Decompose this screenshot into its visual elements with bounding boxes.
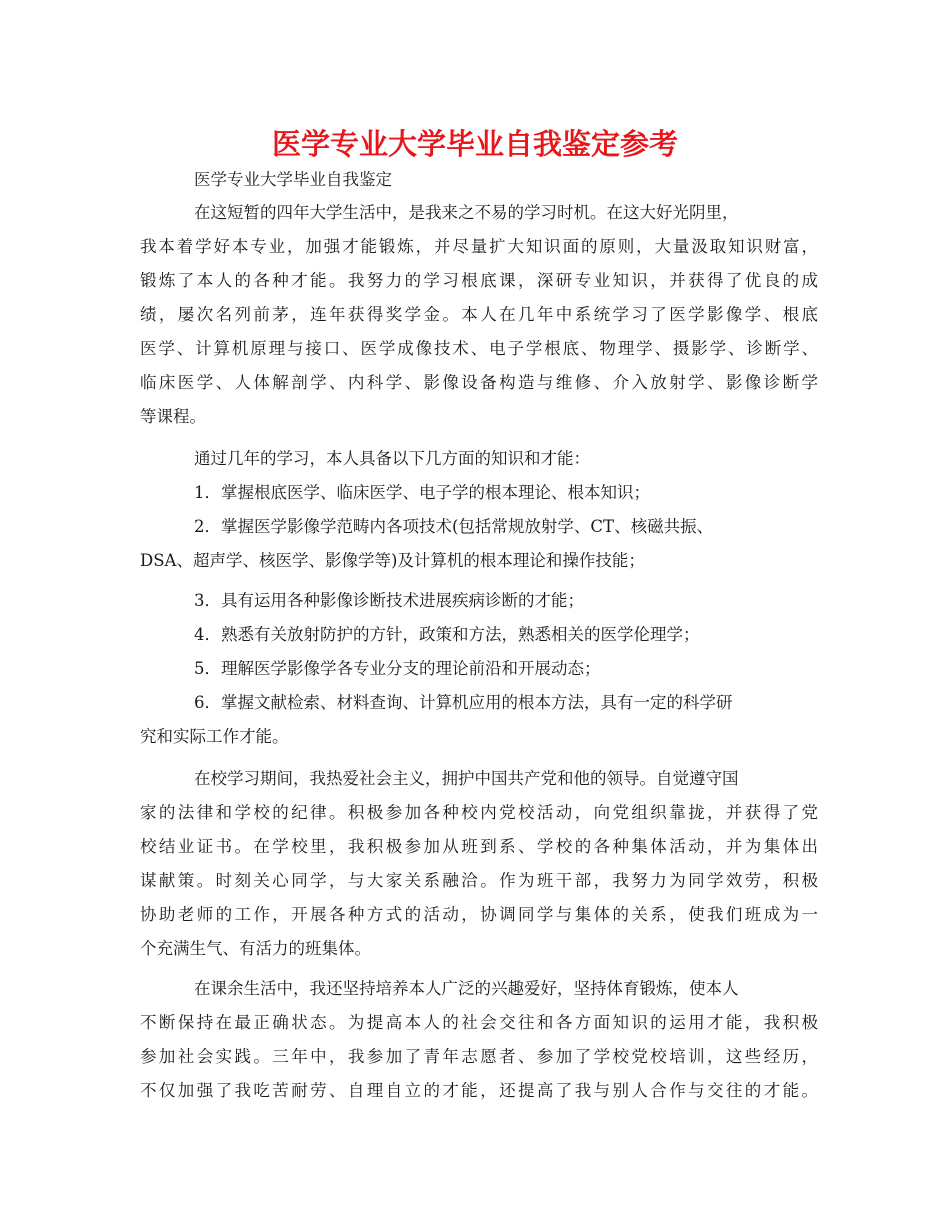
para3-line: 家的法律和学校的纪律。积极参加各种校内党校活动，向党组织靠拢，并获得了党 (140, 803, 818, 822)
para1-line: 在这短暂的四年大学生活中，是我来之不易的学习时机。在这大好光阴里， (194, 203, 739, 222)
list-item: 5．理解医学影像学各专业分支的理论前沿和开展动态； (194, 659, 601, 678)
list-intro: 通过几年的学习，本人具备以下几方面的知识和才能： (194, 449, 590, 468)
list-item-continuation: DSA、超声学、核医学、影像学等)及计算机的根本理论和操作技能； (140, 551, 645, 570)
list-item: 6．掌握文献检索、材料查询、计算机应用的根本方法，具有一定的科学研 (194, 693, 733, 712)
document-subtitle: 医学专业大学毕业自我鉴定 (194, 170, 392, 189)
para1-line: 绩，屡次名列前茅，连年获得奖学金。本人在几年中系统学习了医学影像学、根底 (140, 305, 818, 324)
list-item-continuation: 究和实际工作才能。 (140, 727, 289, 746)
para3-line: 协助老师的工作，开展各种方式的活动，协调同学与集体的关系，使我们班成为一 (140, 905, 818, 924)
list-item: 3．具有运用各种影像诊断技术进展疾病诊断的才能； (194, 591, 584, 610)
para4-line: 在课余生活中，我还坚持培养本人广泛的兴趣爱好，坚持体育锻炼，使本人 (194, 979, 739, 998)
list-item: 1．掌握根底医学、临床医学、电子学的根本理论、根本知识； (194, 483, 650, 502)
para3-line: 个充满生气、有活力的班集体。 (140, 939, 371, 958)
document-title: 医学专业大学毕业自我鉴定参考 (271, 127, 678, 161)
list-item: 2．掌握医学影像学范畴内各项技术(包括常规放射学、CT、核磁共振、 (194, 517, 714, 536)
para1-line: 医学、计算机原理与接口、医学成像技术、电子学根底、物理学、摄影学、诊断学、 (140, 339, 818, 358)
para4-line: 不断保持在最正确状态。为提高本人的社会交往和各方面知识的运用才能，我积极 (140, 1013, 818, 1032)
para1-line: 临床医学、人体解剖学、内科学、影像设备构造与维修、介入放射学、影像诊断学 (140, 373, 818, 392)
para3-line: 校结业证书。在学校里，我积极参加从班到系、学校的各种集体活动，并为集体出 (140, 837, 818, 856)
para1-line: 我本着学好本专业，加强才能锻炼，并尽量扩大知识面的原则，大量汲取知识财富， (140, 237, 818, 256)
para4-line: 参加社会实践。三年中，我参加了青年志愿者、参加了学校党校培训，这些经历， (140, 1047, 818, 1066)
list-item: 4．熟悉有关放射防护的方针，政策和方法，熟悉相关的医学伦理学； (194, 625, 700, 644)
para1-line: 等课程。 (140, 407, 206, 426)
para4-line: 不仅加强了我吃苦耐劳、自理自立的才能，还提高了我与别人合作与交往的才能。 (140, 1081, 818, 1100)
para3-line: 在校学习期间，我热爱社会主义，拥护中国共产党和他的领导。自觉遵守国 (194, 769, 739, 788)
para1-line: 锻炼了本人的各种才能。我努力的学习根底课，深研专业知识，并获得了优良的成 (140, 271, 818, 290)
para3-line: 谋献策。时刻关心同学，与大家关系融洽。作为班干部，我努力为同学效劳，积极 (140, 871, 818, 890)
